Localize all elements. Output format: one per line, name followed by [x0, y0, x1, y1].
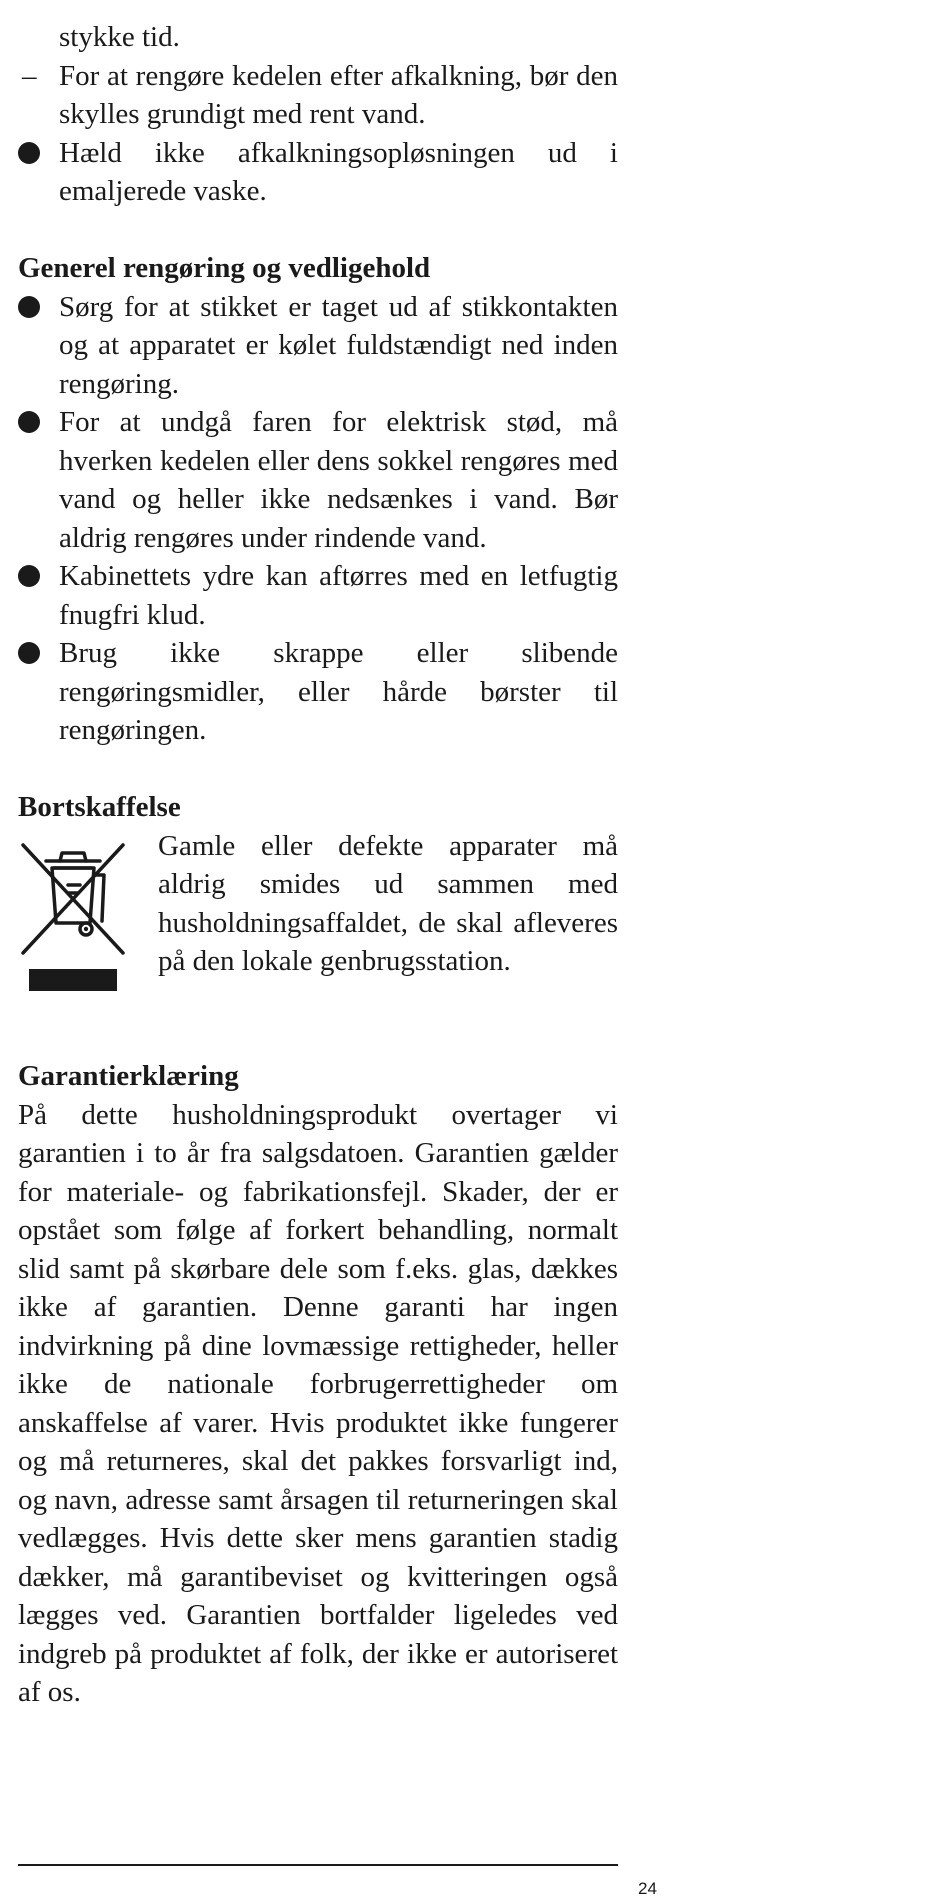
warranty-text: På dette husholdningsprodukt overtager vi garantien i to år fra salgsdatoen. Garantien gælder for materiale- og fabrikationsfejl. Skader, der er opstået som følge af forkert behandling, normalt slid samt på skørbare dele som f.eks. glas, dækkes ikke af garantien. Denne garanti har ingen indvirkning på dine lovmæssige rettigheder, heller ikke de nationale forbrugerrettigheder om anskaffelse af varer. Hvis produktet ikke fungerer og må returneres, skal det pakkes forsvarligt ind, og navn, adresse samt årsagen til returneringen skal vedlægges. Hvis dette sker mens garantien stadig dækker, må garantibeviset og kvitteringen også lægges ved. Garantien bortfalder ligeledes ved indgreb på produktet af folk, der ikke er autoriseret af os.	[18, 1098, 618, 1708]
list-item-text: Brug ikke skrappe eller slibende rengøringsmidler, eller hårde børster til rengøringen.	[59, 637, 618, 746]
bullet-icon	[18, 557, 48, 598]
continued-list-item	[18, 18, 618, 57]
manual-page	[18, 18, 618, 1712]
crossed-out-wheelie-bin-icon	[18, 835, 128, 995]
list-item	[18, 557, 618, 634]
disposal-text: Gamle eller defekte apparater må aldrig smides ud sammen med husholdningsaffaldet, de skal afleveres på den lokale genbrugsstation.	[158, 829, 618, 977]
cleaning-heading: Generel rengøring og vedligehold	[18, 252, 431, 284]
list-item-text: Sørg for at stikket er taget ud af stikkontakten og at apparatet er kølet fuldstændigt ned inden rengøring.	[59, 290, 618, 400]
disposal-heading: Bortskaffelse	[18, 791, 181, 823]
bullet-icon	[18, 634, 48, 675]
list-item-text: Hæld ikke afkalkningsopløsningen ud i emaljerede vaske.	[59, 136, 618, 207]
list-item-text: For at undgå faren for elektrisk stød, må hverken kedelen eller dens sokkel rengøres med vand og heller ikke nedsænkes i vand. Bør aldrig rengøres under rindende vand.	[59, 406, 618, 554]
bullet-icon	[18, 134, 48, 175]
list-item	[18, 288, 618, 404]
disposal-section	[18, 827, 618, 1019]
list-item-text: Kabinettets ydre kan aftørres med en letfugtig fnugfri klud.	[59, 560, 618, 631]
list-item-text: For at rengøre kedelen efter afkalkning, bør den skylles grundigt med rent vand.	[59, 59, 618, 130]
warranty-heading: Garantierklæring	[18, 1060, 239, 1092]
bullet-icon	[18, 288, 48, 329]
list-item	[18, 134, 618, 211]
dash-marker: –	[22, 59, 37, 92]
page-number: 24	[638, 1879, 657, 1898]
bullet-icon	[18, 403, 48, 444]
list-item	[18, 57, 618, 134]
list-item	[18, 634, 618, 750]
list-item	[18, 403, 618, 557]
footer-divider	[18, 1864, 618, 1866]
continuation-text: stykke tid.	[59, 21, 180, 53]
